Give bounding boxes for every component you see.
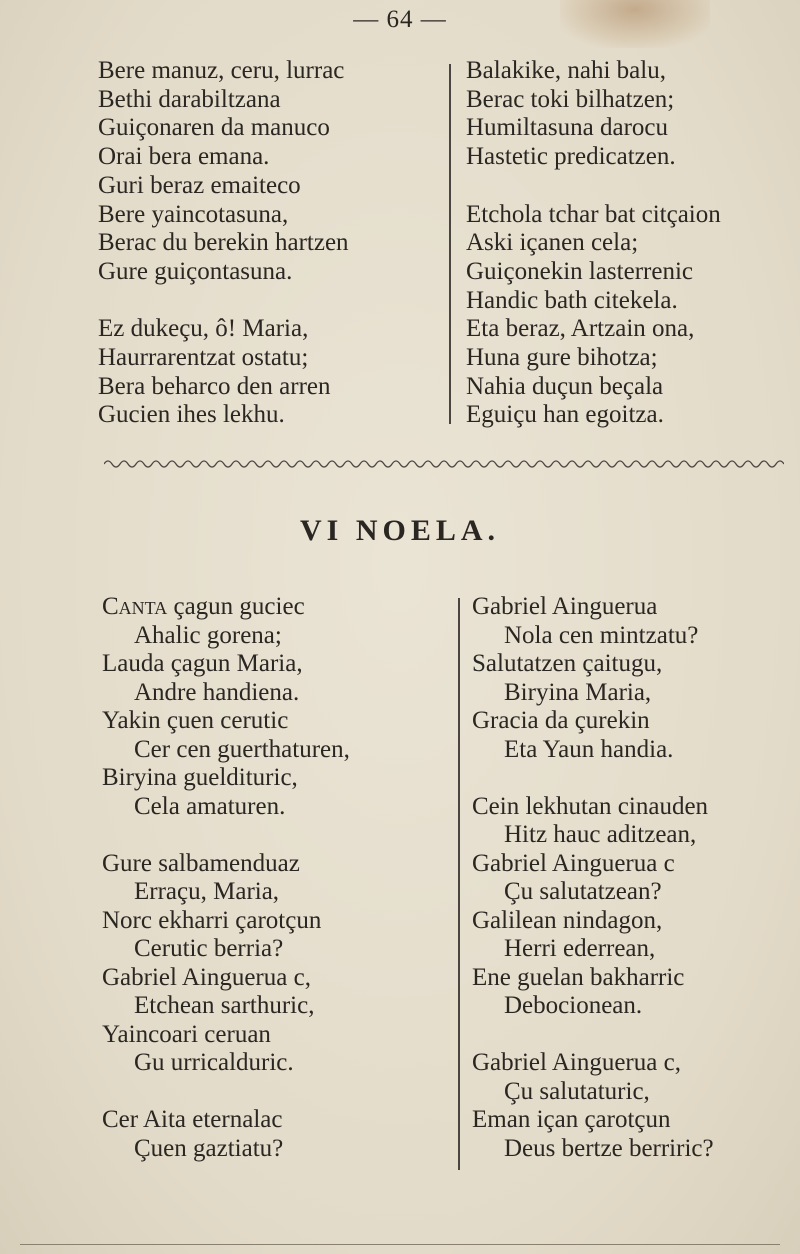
verse-line — [472, 992, 714, 1021]
verse-line: Haurrarentzat ostatu; — [98, 344, 309, 372]
verse-text: Cela amaturen. — [134, 792, 286, 820]
verse-text: Biryina Maria, — [504, 678, 652, 706]
verse-line — [102, 622, 350, 651]
verse-line — [472, 593, 714, 622]
verse-text: Deus bertze berriric? — [504, 1134, 714, 1162]
page-bottom-edge — [20, 1244, 780, 1245]
stanza-gap — [102, 1078, 350, 1107]
verse-text: Andre handiena. — [134, 678, 300, 706]
top-left-column — [98, 57, 349, 430]
verse-text: Yakin çuen cerutic — [102, 707, 289, 734]
stanza-gap — [102, 821, 350, 850]
verse-line — [472, 964, 714, 993]
verse-text: Gu urricalduric. — [134, 1049, 294, 1076]
verse-line — [102, 764, 350, 793]
verse-line — [102, 736, 350, 765]
verse-line: Bere yaincotasuna, — [98, 200, 289, 228]
stanza-gap — [98, 287, 349, 316]
verse-text: Gabriel Ainguerua — [472, 593, 658, 620]
verse-text: Herri ederrean, — [504, 935, 656, 962]
verse-text: Gabriel Ainguerua c, — [472, 1049, 681, 1076]
verse-line: Orai bera emana. — [98, 143, 270, 171]
verse-line — [102, 1135, 350, 1164]
verse-line: Eguiçu han egoitza. — [466, 401, 664, 429]
verse-text: Hitz hauc aditzean, — [504, 821, 697, 848]
verse-line — [472, 707, 714, 736]
verse-line — [102, 850, 350, 879]
verse-line — [472, 1106, 714, 1135]
verse-line — [102, 907, 350, 936]
verse-line — [472, 650, 714, 679]
verse-line — [472, 622, 714, 651]
verse-line: Gure guiçontasuna. — [98, 257, 293, 285]
verse-line — [102, 964, 350, 993]
verse-text: çagun guciec — [173, 593, 305, 620]
verse-line — [102, 878, 350, 907]
verse-line — [472, 1049, 714, 1078]
verse-line: Handic bath citekela. — [466, 286, 678, 314]
verse-text: Çu salutatzean? — [504, 878, 662, 905]
verse-text: Biryina gueldituric, — [102, 764, 298, 791]
verse-line: Nahia duçun beçala — [466, 372, 664, 400]
stanza-gap — [472, 764, 714, 793]
verse-text: Çu salutaturic, — [504, 1077, 650, 1105]
verse-text: Gracia da çurekin — [472, 707, 650, 734]
verse-text: Cein lekhutan cinauden — [472, 792, 709, 820]
verse-line — [102, 650, 350, 679]
section-divider-ornament — [104, 458, 784, 470]
verse-line — [102, 679, 350, 708]
stanza-gap — [466, 172, 721, 201]
verse-line — [472, 1078, 714, 1107]
verse-text: Nola cen mintzatu? — [504, 621, 699, 649]
top-right-column — [466, 57, 721, 430]
verse-line: Guri beraz emaiteco — [98, 171, 301, 199]
verse-line — [472, 679, 714, 708]
verse-line: Balakike, nahi balu, — [466, 57, 666, 84]
verse-line: Aski içanen cela; — [466, 229, 639, 257]
verse-line — [102, 1049, 350, 1078]
verse-line — [102, 935, 350, 964]
verse-text: Etchean sarthuric, — [134, 992, 315, 1019]
verse-line — [472, 907, 714, 936]
verse-line: Eta beraz, Artzain ona, — [466, 315, 695, 343]
top-column-divider — [449, 64, 451, 424]
verse-line: Berac du berekin hartzen — [98, 229, 349, 257]
bottom-column-divider — [458, 598, 460, 1170]
bottom-left-column — [102, 593, 350, 1163]
verse-line — [472, 878, 714, 907]
section-title: VI NOELA. — [299, 514, 501, 547]
verse-line: Etchola tchar bat citçaion — [466, 200, 721, 228]
verse-line — [102, 707, 350, 736]
verse-line — [472, 935, 714, 964]
verse-line: Guiçonaren da manuco — [98, 114, 330, 142]
verse-text: Eta Yaun handia. — [504, 735, 674, 763]
verse-line: Bera beharco den arren — [98, 372, 331, 400]
verse-line — [102, 992, 350, 1021]
verse-text: Erraçu, Maria, — [134, 878, 280, 905]
verse-line: Huna gure bihotza; — [466, 344, 658, 372]
bottom-right-column — [472, 593, 714, 1163]
verse-line — [102, 1106, 350, 1135]
verse-line — [102, 793, 350, 822]
verse-text: Gure salbamenduaz — [102, 849, 300, 877]
verse-text: Ene guelan bakharric — [472, 963, 685, 991]
verse-line — [472, 1135, 714, 1164]
verse-text: Salutatzen çaitugu, — [472, 650, 663, 677]
verse-line — [472, 821, 714, 850]
verse-lead-word: Canta — [102, 593, 168, 620]
verse-text: Eman içan çarotçun — [472, 1106, 671, 1133]
verse-line — [472, 793, 714, 822]
verse-line: Gucien ihes lekhu. — [98, 401, 285, 429]
verse-text: Galilean nindagon, — [472, 906, 663, 934]
verse-line: Humiltasuna darocu — [466, 114, 669, 142]
verse-line: Ez dukeçu, ô! Maria, — [98, 315, 309, 343]
verse-line: Bere manuz, ceru, lurrac — [98, 57, 345, 84]
verse-line — [472, 850, 714, 879]
stanza-gap — [472, 1021, 714, 1050]
verse-line — [102, 593, 350, 622]
verse-text: Cer Aita eternalac — [102, 1106, 283, 1133]
verse-text: Debocionean. — [504, 992, 643, 1019]
verse-line: Berac toki bilhatzen; — [466, 85, 675, 113]
verse-text: Cer cen guerthaturen, — [134, 735, 350, 763]
verse-text: Ahalic gorena; — [134, 621, 282, 649]
verse-text: Gabriel Ainguerua c, — [102, 963, 311, 991]
verse-text: Gabriel Ainguerua c — [472, 849, 675, 877]
verse-text: Çuen gaztiatu? — [134, 1134, 284, 1162]
verse-line — [102, 1021, 350, 1050]
verse-text: Cerutic berria? — [134, 935, 284, 962]
verse-line: Guiçonekin lasterrenic — [466, 257, 693, 285]
verse-line: Hastetic predicatzen. — [466, 143, 676, 171]
verse-line — [472, 736, 714, 765]
page-number: — 64 — — [353, 6, 447, 33]
verse-text: Norc ekharri çarotçun — [102, 906, 322, 934]
verse-line: Bethi darabiltzana — [98, 85, 281, 113]
verse-text: Yaincoari ceruan — [102, 1020, 271, 1048]
verse-text: Lauda çagun Maria, — [102, 650, 303, 677]
